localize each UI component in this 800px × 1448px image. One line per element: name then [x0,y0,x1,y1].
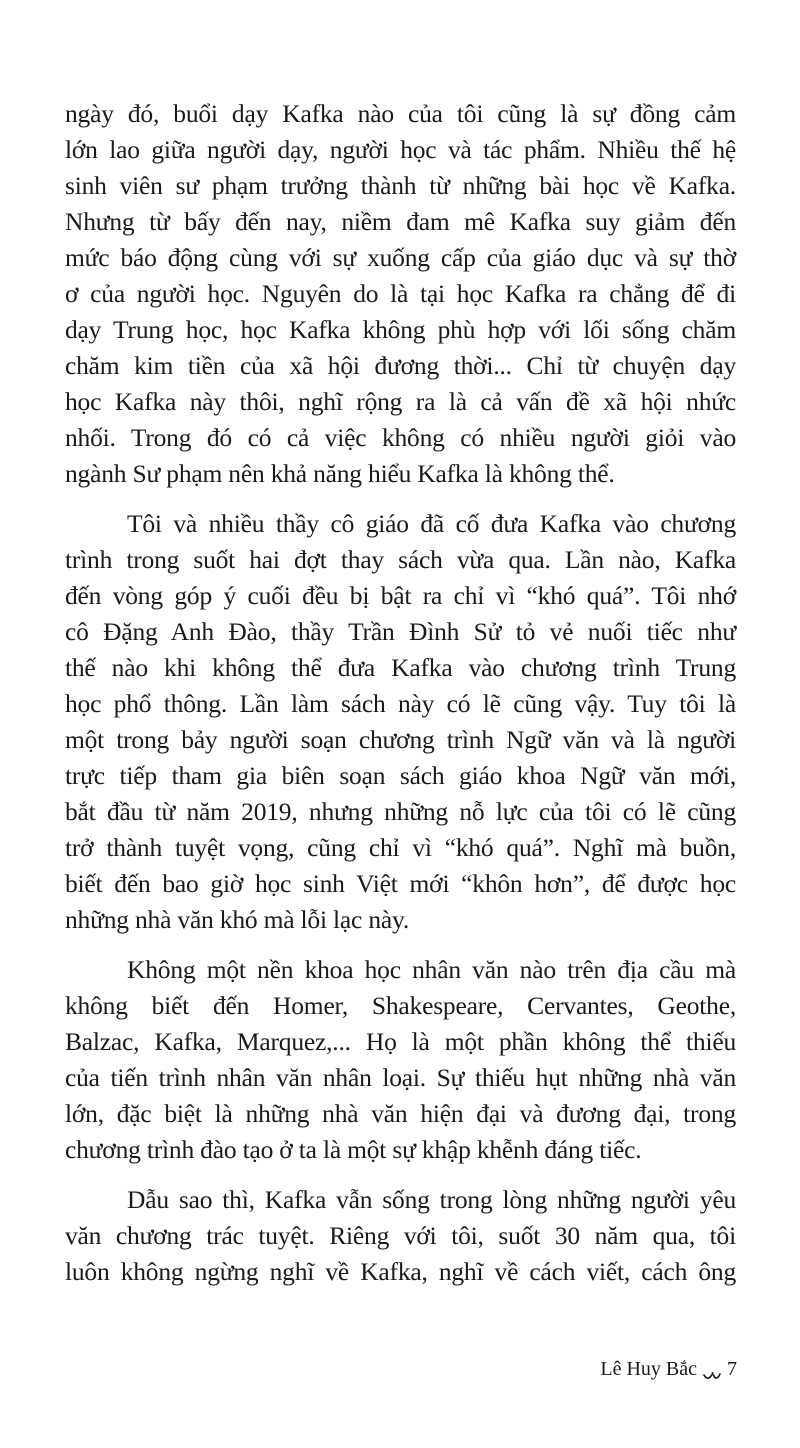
text-line: dạy Trung học, học Kafka không phù hợp với lối sống chăm [65,315,736,344]
paragraph-1 [65,96,736,492]
text-line: bắt đầu từ năm 2019, nhưng những nỗ lực của tôi có lẽ cũng [65,797,736,826]
text-line: trực tiếp tham gia biên soạn sách giáo khoa Ngữ văn mới, [65,761,736,790]
text-line: ơ của người học. Nguyên do là tại học Kafka ra chẳng để đi [65,279,736,308]
paragraph-2 [65,506,736,938]
flourish-ornament-icon [703,1363,721,1375]
text-line: ngành Sư phạm nên khả năng hiểu Kafka là không thể. [65,459,615,488]
text-line: không biết đến Homer, Shakespeare, Cervantes, Geothe, [65,991,736,1020]
text-line: Nhưng từ bấy đến nay, niềm đam mê Kafka suy giảm đến [65,207,736,236]
text-line: luôn không ngừng nghĩ về Kafka, nghĩ về cách viết, cách ông [65,1257,736,1286]
text-line: nhối. Trong đó có cả việc không có nhiều người giỏi vào [65,423,736,452]
paragraph-3 [65,952,736,1168]
text-line: học phổ thông. Lần làm sách này có lẽ cũng vậy. Tuy tôi là [65,689,736,718]
text-line: trở thành tuyệt vọng, cũng chỉ vì “khó quá”. Nghĩ mà buồn, [65,833,736,862]
page-footer [600,1356,737,1382]
text-line: Tôi và nhiều thầy cô giáo đã cố đưa Kafka vào chương [127,509,736,538]
text-line: mức báo động cùng với sự xuống cấp của giáo dục và sự thờ [65,243,736,272]
text-line: cô Đặng Anh Đào, thầy Trần Đình Sử tỏ vẻ nuối tiếc như [65,617,736,646]
text-line: ngày đó, buổi dạy Kafka nào của tôi cũng là sự đồng cảm [65,99,736,128]
text-line: trình trong suốt hai đợt thay sách vừa qua. Lần nào, Kafka [65,545,736,574]
text-line: đến vòng góp ý cuối đều bị bật ra chỉ vì “khó quá”. Tôi nhớ [65,581,736,610]
text-line: Balzac, Kafka, Marquez,... Họ là một phần không thể thiếu [65,1027,736,1056]
text-line: của tiến trình nhân văn nhân loại. Sự thiếu hụt những nhà văn [65,1063,736,1092]
text-line: lớn, đặc biệt là những nhà văn hiện đại và đương đại, trong [65,1099,736,1128]
page-number: 7 [727,1358,737,1380]
text-line: Không một nền khoa học nhân văn nào trên địa cầu mà [127,955,736,984]
text-line: chương trình đào tạo ở ta là một sự khập khễnh đáng tiếc. [65,1135,642,1164]
text-line: những nhà văn khó mà lỗi lạc này. [65,905,410,934]
text-line: học Kafka này thôi, nghĩ rộng ra là cả vấn đề xã hội nhức [65,387,736,416]
text-line: chăm kim tiền của xã hội đương thời... Chỉ từ chuyện dạy [65,351,736,380]
text-line: văn chương trác tuyệt. Riêng với tôi, suốt 30 năm qua, tôi [65,1221,736,1250]
paragraph-4 [65,1182,736,1290]
text-line: biết đến bao giờ học sinh Việt mới “khôn hơn”, để được học [65,869,736,898]
text-line: một trong bảy người soạn chương trình Ngữ văn và là người [65,725,736,754]
text-line: lớn lao giữa người dạy, người học và tác phẩm. Nhiều thế hệ [65,135,736,164]
text-line: Dẫu sao thì, Kafka vẫn sống trong lòng những người yêu [127,1185,736,1214]
text-line: sinh viên sư phạm trưởng thành từ những bài học về Kafka. [65,171,736,200]
page-body [65,96,736,1290]
running-footer-author: Lê Huy Bắc [600,1358,697,1380]
text-line: thế nào khi không thể đưa Kafka vào chương trình Trung [65,653,736,682]
